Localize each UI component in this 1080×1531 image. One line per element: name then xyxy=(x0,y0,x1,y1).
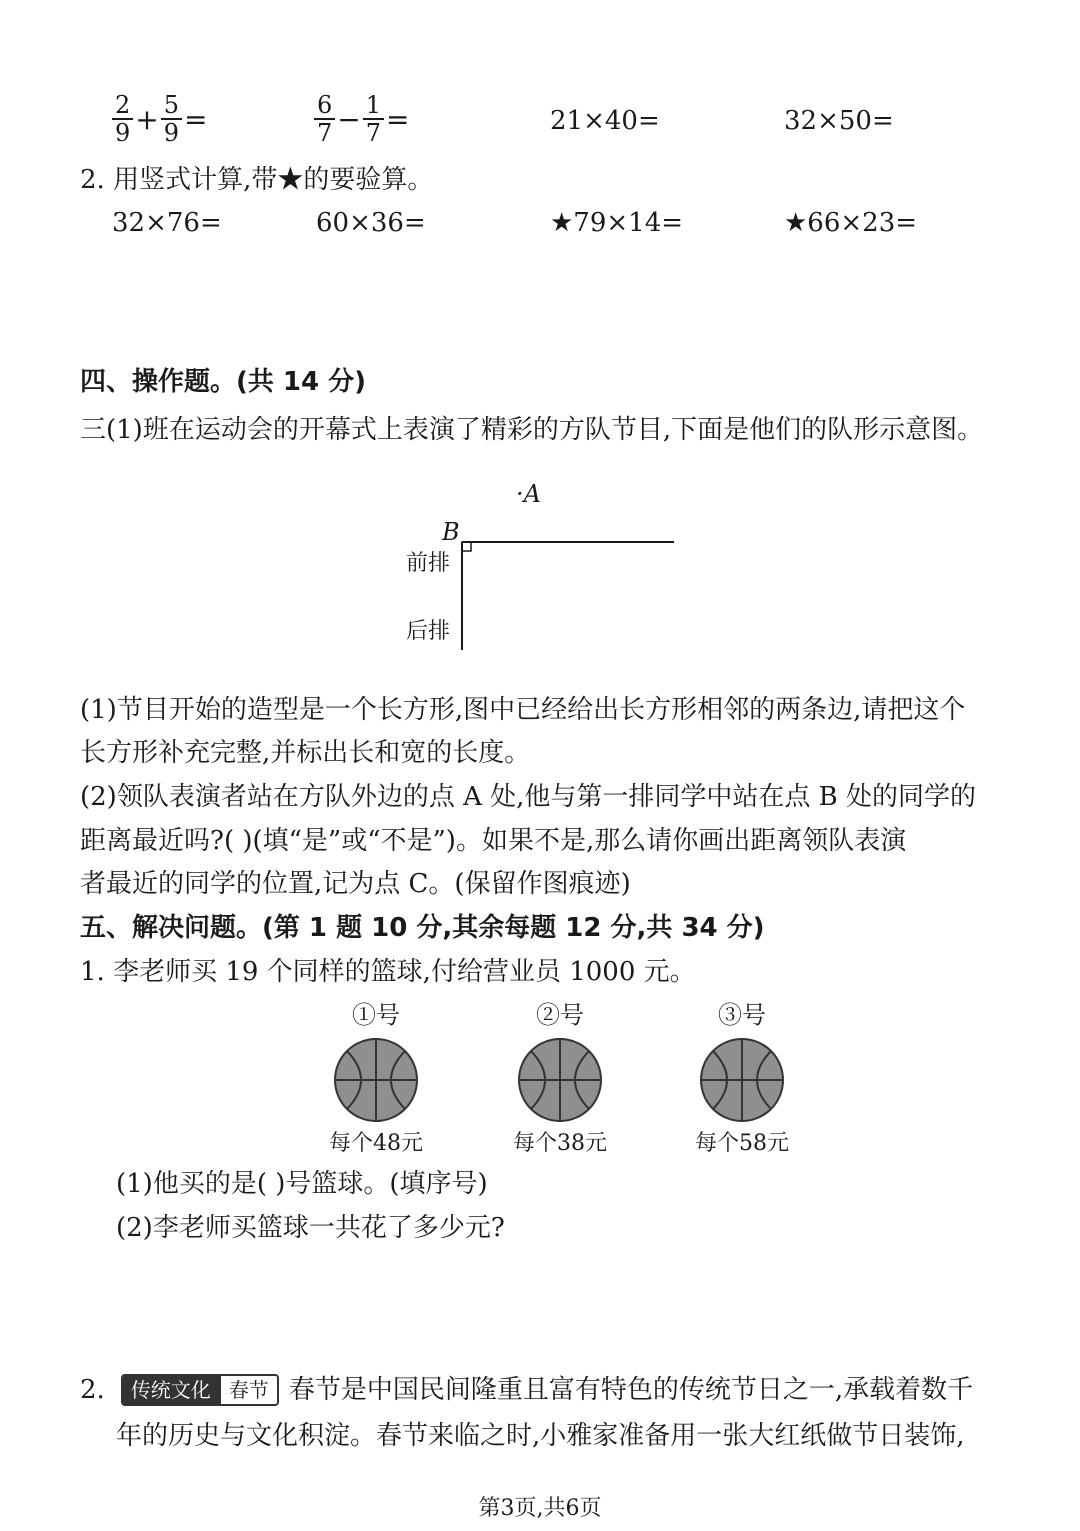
point-b-label: B xyxy=(442,518,460,546)
basketball-icon xyxy=(334,1038,418,1122)
question-2-title: 2. 用竖式计算,带★的要验算。 xyxy=(80,165,434,195)
basketball-option-1: ①号 每个48元 xyxy=(329,1001,423,1156)
section-5-q1-sub2: (2)李老师买篮球一共花了多少元? xyxy=(116,1213,505,1243)
front-row-label: 前排 xyxy=(406,551,451,576)
section-4-q1-line2: 长方形补充完整,并标出长和宽的长度。 xyxy=(80,738,531,768)
culture-badge: 传统文化 春节 xyxy=(121,1374,279,1406)
section-5-q1-sub1: (1)他买的是( )号篮球。(填序号) xyxy=(116,1169,488,1199)
fraction: $\frac{5}{9}$ xyxy=(161,92,182,146)
vertical-calc-1: 32×76= xyxy=(112,208,222,238)
vertical-calc-4: ★66×23= xyxy=(784,208,918,238)
vertical-calc-2: 60×36= xyxy=(316,208,426,238)
section-5-q1: 1. 李老师买 19 个同样的篮球,付给营业员 1000 元。 xyxy=(80,957,696,987)
right-angle-mark xyxy=(462,542,471,551)
section-4-intro: 三(1)班在运动会的开幕式上表演了精彩的方队节目,下面是他们的队形示意图。 xyxy=(80,415,984,445)
section-4-q1-line1: (1)节目开始的造型是一个长方形,图中已经给出长方形相邻的两条边,请把这个 xyxy=(80,695,966,725)
expr-fraction-subtract: $\frac{6}{7}$ − $\frac{1}{7}$ = xyxy=(314,92,412,146)
basketball-option-3: ③号 每个58元 xyxy=(695,1001,789,1156)
fraction: $\frac{1}{7}$ xyxy=(363,92,384,146)
basketball-icon xyxy=(700,1038,784,1122)
section-5-title: 五、解决问题。(第 1 题 10 分,其余每题 12 分,共 34 分) xyxy=(80,913,765,943)
basketball-icon xyxy=(518,1038,602,1122)
expr-fraction-add: $\frac{2}{9}$ + $\frac{5}{9}$ = xyxy=(112,92,210,146)
section-4-title: 四、操作题。(共 14 分) xyxy=(80,367,367,397)
section-4-q2-line3: 者最近的同学的位置,记为点 C。(保留作图痕迹) xyxy=(80,869,631,899)
section-5-q2-line1: 春节是中国民间隆重且富有特色的传统节日之一,承载着数千 xyxy=(288,1375,974,1405)
fraction: $\frac{2}{9}$ xyxy=(112,92,133,146)
fraction: $\frac{6}{7}$ xyxy=(314,92,335,146)
formation-diagram xyxy=(400,470,700,660)
point-a-label: ·A xyxy=(516,480,541,508)
vertical-calc-3: ★79×14= xyxy=(550,208,684,238)
section-5-q2-line2: 年的历史与文化积淀。春节来临之时,小雅家准备用一张大红纸做节日装饰, xyxy=(116,1421,965,1451)
section-5-q2-line1-row xyxy=(80,1370,973,1410)
section-4-q2-line1: (2)领队表演者站在方队外边的点 A 处,他与第一排同学中站在点 B 处的同学的 xyxy=(80,782,977,812)
section-4-q2-line2: 距离最近吗?( )(填“是”或“不是”)。如果不是,那么请你画出距离领队表演 xyxy=(80,826,907,856)
expr-mult-1: 21×40= xyxy=(550,106,660,136)
back-row-label: 后排 xyxy=(406,619,451,644)
page-footer: 第3页,共6页 xyxy=(478,1496,602,1521)
expr-mult-2: 32×50= xyxy=(784,106,894,136)
question-number: 2. xyxy=(80,1375,105,1405)
basketball-option-2: ②号 每个38元 xyxy=(513,1001,607,1156)
